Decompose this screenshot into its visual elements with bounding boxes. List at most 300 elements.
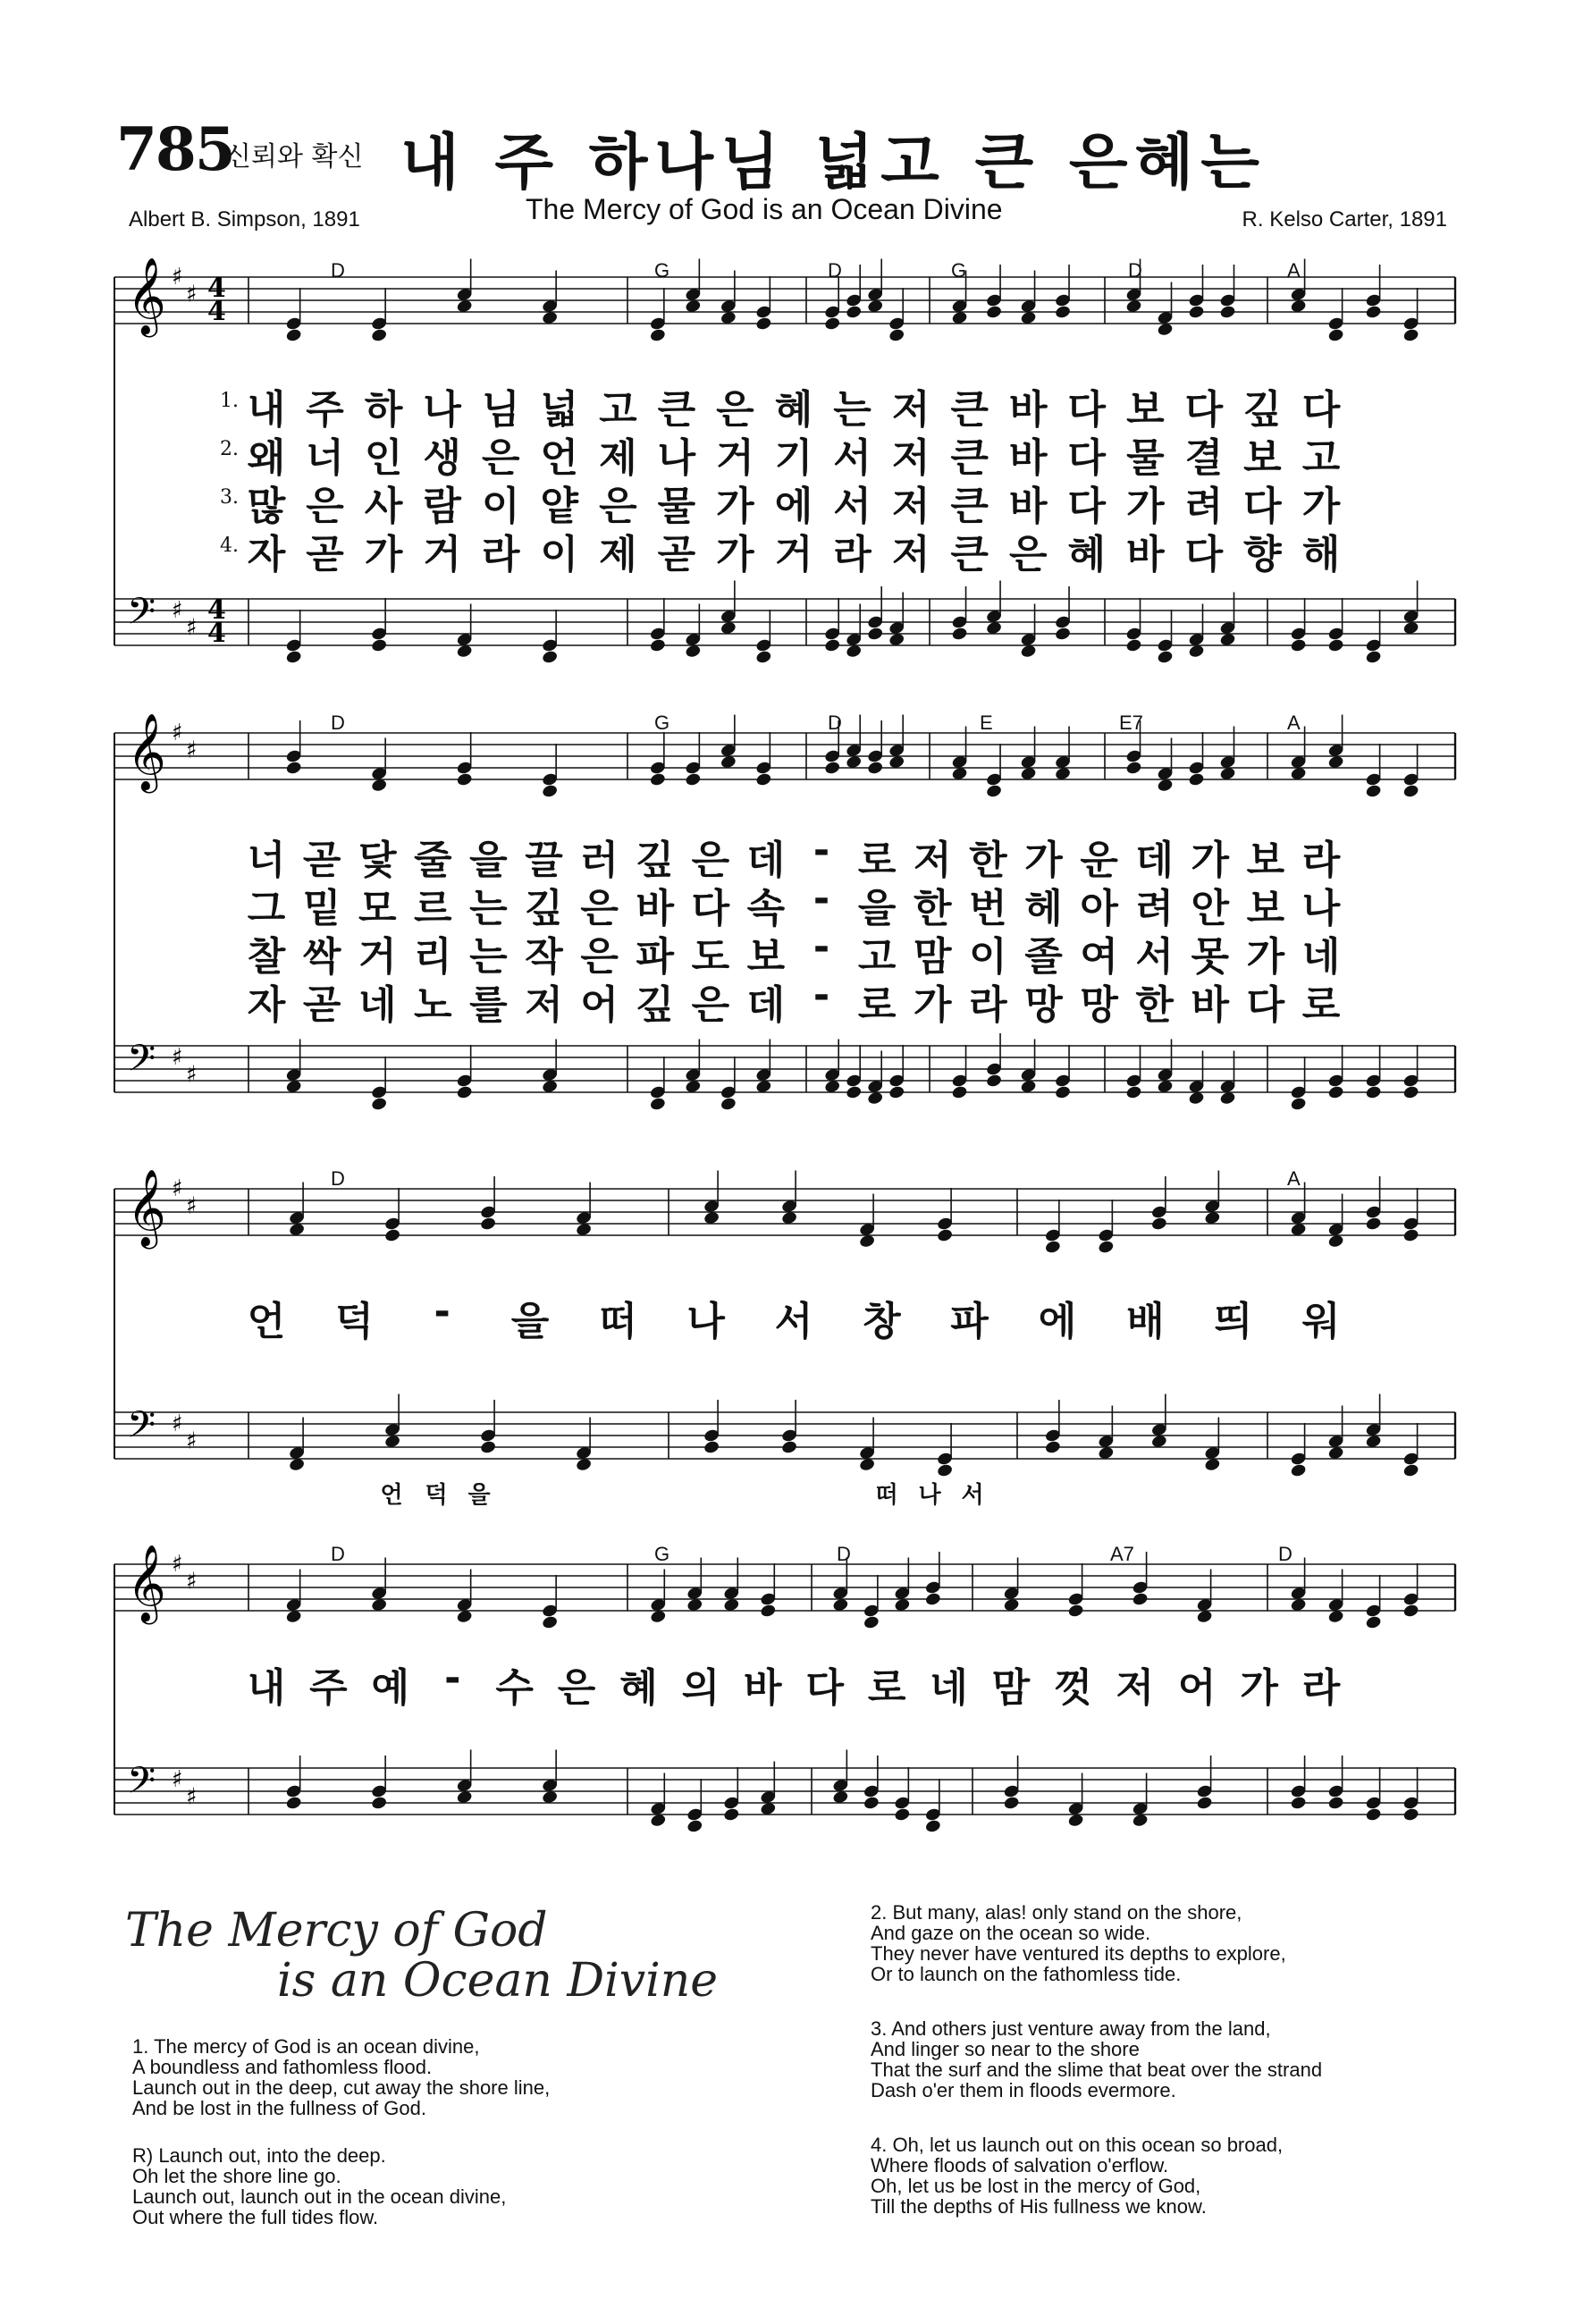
lyric-syllable: 이 <box>969 934 1007 980</box>
note-head <box>1132 1592 1149 1607</box>
lyric-syllable: 가 <box>913 982 952 1028</box>
note-head <box>1365 650 1382 665</box>
note-head <box>703 1440 720 1455</box>
note-head <box>985 784 1002 799</box>
treble-staff <box>114 713 1455 794</box>
lyric-syllable: 줄 <box>414 838 452 883</box>
lyric-syllable: - <box>813 876 830 922</box>
lyric-syllable: 워 <box>1301 1299 1341 1344</box>
lyric-syllable: 로 <box>857 838 897 883</box>
lyric-syllable: 가 <box>1246 934 1285 980</box>
bass-lyric-syllable: 떠 <box>875 1482 898 1509</box>
lyric-syllable: 도 <box>691 934 730 980</box>
note-head <box>384 1228 401 1243</box>
english-stanza-4 <box>871 2135 1283 2217</box>
note-head <box>951 1085 968 1100</box>
lyric-syllable: 인 <box>364 435 403 481</box>
lyric-syllable: 라 <box>1301 838 1341 883</box>
lyric-syllable: 가 <box>1024 838 1063 883</box>
lyric-syllable: 곧 <box>302 982 341 1028</box>
lyric-syllable: 곧 <box>306 532 344 577</box>
treble-staff <box>114 257 1455 338</box>
stanza-line: 1. The mercy of God is an ocean divine, <box>132 2035 480 2058</box>
lyric-syllable: 언 <box>247 1299 286 1344</box>
lyric-syllable: 노 <box>414 982 452 1028</box>
lyric-syllable: 은 <box>1008 532 1048 577</box>
lyric-syllable: 고 <box>1301 435 1341 481</box>
lyric-syllable: 맘 <box>913 934 952 980</box>
lyric-syllable: 큰 <box>950 484 989 529</box>
note-head <box>1365 305 1382 320</box>
lyric-syllable: 보 <box>1246 838 1285 883</box>
lyric-syllable: 큰 <box>950 387 989 433</box>
bass-clef-icon: 𝄢 <box>127 1037 156 1089</box>
lyric-syllable: 언 <box>540 435 579 481</box>
lyric-syllable: 거 <box>774 532 813 577</box>
bass-lyric-syllable: 서 <box>961 1482 984 1509</box>
stanza-line: They never have ventured its depths to explore, <box>871 1942 1286 1965</box>
sharp-icon: ♯ <box>172 1766 183 1793</box>
lyric-syllable: 다 <box>1067 387 1107 433</box>
chord-symbol: E <box>980 712 993 734</box>
note-head <box>894 1807 911 1823</box>
lyric-syllable: 다 <box>1301 387 1341 433</box>
note-head <box>1290 1097 1307 1112</box>
sharp-icon: ♯ <box>172 264 183 290</box>
lyric-syllable: 제 <box>599 435 637 481</box>
note-head <box>888 328 905 343</box>
lyric-syllable: 러 <box>580 838 619 883</box>
lyric-syllable: 깊 <box>636 838 674 883</box>
note-head <box>1098 1240 1115 1255</box>
lyric-syllable: 은 <box>557 1665 596 1711</box>
note-head <box>1188 305 1205 320</box>
stanza-line: 4. Oh, let us launch out on this ocean so broad, <box>871 2134 1284 2156</box>
note-head <box>1402 784 1419 799</box>
bass-lyric-syllable: 나 <box>918 1482 941 1509</box>
lyric-syllable: 여 <box>1080 934 1118 980</box>
lyric-syllable: 은 <box>580 934 619 980</box>
stanza-line: Oh, let us be lost in the mercy of God, <box>871 2175 1201 2197</box>
note-head <box>1402 1807 1419 1823</box>
note-head <box>1327 1796 1344 1811</box>
note-head <box>951 627 968 642</box>
lyric-syllable: 네 <box>1301 934 1341 980</box>
verse-number: 3. <box>220 486 239 509</box>
note-head <box>456 1085 473 1100</box>
lyric-syllable: - <box>813 924 830 970</box>
chord-symbol: E7 <box>1119 712 1143 734</box>
lyric-syllable: 운 <box>1080 838 1118 883</box>
lyric-syllable: 그 <box>247 886 286 931</box>
note-head <box>888 1085 905 1100</box>
lyric-syllable: 바 <box>1008 387 1048 433</box>
note-head <box>649 328 666 343</box>
lyric-syllable: 파 <box>636 934 674 980</box>
note-head <box>686 1819 703 1834</box>
lyric-syllable: 을 <box>857 886 897 931</box>
bass-lyric-syllable: 덕 <box>425 1482 448 1509</box>
lyric-syllable: 맘 <box>991 1665 1031 1711</box>
lyric-syllable: 큰 <box>657 387 696 433</box>
lyric-syllable: 못 <box>1191 934 1230 980</box>
sharp-icon: ♯ <box>186 281 198 308</box>
lyric-syllable: 리 <box>414 934 452 980</box>
note-head <box>985 305 1002 320</box>
note-head <box>649 1097 666 1112</box>
note-head <box>1219 305 1236 320</box>
lyric-syllable: 망 <box>1080 982 1118 1028</box>
lyric-syllable: 르 <box>414 886 452 931</box>
note-head <box>649 638 666 653</box>
note-head <box>1188 772 1205 787</box>
english-title-line-2: is an Ocean Divine <box>277 1954 719 2008</box>
lyric-syllable: 껏 <box>1054 1665 1092 1711</box>
lyric-syllable: 보 <box>1246 886 1285 931</box>
lyric-syllable: 한 <box>913 886 952 931</box>
english-refrain <box>132 2145 506 2227</box>
note-head <box>285 761 302 776</box>
lyric-syllable: 해 <box>1301 532 1341 577</box>
stanza-line: And be lost in the fullness of God. <box>132 2097 426 2119</box>
sharp-icon: ♯ <box>186 1427 198 1455</box>
verse-line-2 <box>114 876 1455 931</box>
lyric-syllable: 혜 <box>1067 532 1107 577</box>
lyric-syllable: 나 <box>657 435 696 481</box>
note-head <box>1044 1440 1061 1455</box>
lyric-syllable: 다 <box>1067 484 1107 529</box>
lyric-syllable: 제 <box>599 532 637 577</box>
lyric-syllable: 나 <box>686 1299 725 1344</box>
lyric-syllable: 저 <box>913 838 952 883</box>
lyric-syllable: 저 <box>525 982 563 1028</box>
lyric-syllable: 바 <box>1008 484 1048 529</box>
stanza-line: That the surf and the slime that beat over the strand <box>871 2059 1323 2081</box>
english-stanza-2 <box>871 1902 1286 1984</box>
lyric-syllable: 다 <box>805 1665 844 1711</box>
time-signature: 4 <box>207 273 226 304</box>
stanza-line: Where floods of salvation o'erflow. <box>871 2154 1169 2177</box>
stanza-line: Dash o'er them in floods evermore. <box>871 2079 1176 2101</box>
lyric-syllable: 네 <box>930 1665 968 1711</box>
lyric-syllable: 서 <box>833 484 871 529</box>
sharp-icon: ♯ <box>172 720 183 746</box>
note-head <box>824 761 841 776</box>
lyric-syllable: 이 <box>481 484 520 529</box>
lyric-syllable: 는 <box>469 934 508 980</box>
note-head <box>542 1615 559 1630</box>
hymn-title-korean: 내 주 하나님 넓고 큰 은혜는 <box>400 128 1267 198</box>
note-head <box>1402 1228 1419 1243</box>
lyric-syllable: 람 <box>423 484 461 529</box>
stanza-line: Till the depths of His fullness we know. <box>871 2195 1207 2218</box>
verse-line-4 <box>114 522 1455 577</box>
note-head <box>985 1074 1002 1089</box>
lyric-syllable: 깊 <box>1243 387 1282 433</box>
lyric-syllable: 이 <box>540 532 579 577</box>
note-head <box>371 1796 388 1811</box>
lyric-syllable: 나 <box>1301 886 1341 931</box>
lyric-syllable: 헤 <box>1024 886 1063 931</box>
bass-lyric-syllable: 을 <box>467 1482 491 1509</box>
note-head <box>1125 761 1142 776</box>
lyric-syllable: 고 <box>857 934 897 980</box>
lyric-syllable: 은 <box>306 484 344 529</box>
chord-symbol: D <box>828 712 842 734</box>
lyric-syllable: 로 <box>1301 982 1341 1028</box>
music-system-2 <box>114 706 1455 1135</box>
lyric-syllable: 데 <box>746 982 786 1028</box>
lyric-syllable: 다 <box>1184 387 1224 433</box>
lyric-syllable: 보 <box>746 934 786 980</box>
lyric-syllable: 저 <box>1116 1665 1155 1711</box>
note-head <box>1365 1807 1382 1823</box>
sharp-icon: ♯ <box>172 597 183 624</box>
lyric-syllable: 라 <box>481 532 520 577</box>
lyric-syllable: 는 <box>469 886 508 931</box>
note-head <box>937 1463 954 1478</box>
lyric-syllable: 찰 <box>247 934 286 980</box>
lyric-syllable: 가 <box>1126 484 1165 529</box>
lyric-syllable: 거 <box>716 435 754 481</box>
sharp-icon: ♯ <box>172 1410 183 1437</box>
note-head <box>685 772 702 787</box>
note-head <box>371 1097 388 1112</box>
stanza-line: Out where the full tides flow. <box>132 2206 379 2228</box>
chord-symbol: D <box>331 712 345 734</box>
lyric-syllable: 안 <box>1191 886 1230 931</box>
lyric-syllable: 많 <box>247 484 286 529</box>
lyric-syllable: 저 <box>891 484 930 529</box>
chord-symbol: D <box>331 259 345 282</box>
lyric-syllable: 서 <box>833 435 871 481</box>
treble-clef-icon: 𝄞 <box>127 1169 166 1246</box>
lyric-syllable: 가 <box>716 484 754 529</box>
note-head <box>1365 784 1382 799</box>
sharp-icon: ♯ <box>186 1568 198 1596</box>
lyric-syllable: 어 <box>1177 1665 1217 1711</box>
note-head <box>863 1796 880 1811</box>
note-head <box>867 627 884 642</box>
sharp-icon: ♯ <box>172 1175 183 1202</box>
note-head <box>1067 1604 1084 1619</box>
lyric-syllable: 바 <box>1126 532 1165 577</box>
lyric-syllable: 큰 <box>950 532 989 577</box>
lyric-syllable: 바 <box>744 1665 782 1711</box>
lyric-syllable: 내 <box>247 387 286 433</box>
bass-clef-icon: 𝄢 <box>127 590 156 642</box>
english-stanza-3 <box>871 2018 1322 2101</box>
lyric-syllable: 주 <box>309 1665 348 1711</box>
lyric-syllable: 곧 <box>657 532 696 577</box>
stanza-line: Oh let the shore line go. <box>132 2165 341 2187</box>
verse-line-1 <box>114 1289 1455 1344</box>
lyric-syllable: 아 <box>1080 886 1118 931</box>
lyric-syllable: 은 <box>691 838 730 883</box>
sharp-icon: ♯ <box>186 614 198 642</box>
lyric-syllable: 바 <box>1008 435 1048 481</box>
lyric-syllable: 가 <box>716 532 754 577</box>
note-head <box>285 328 302 343</box>
chord-symbol: A <box>1287 1167 1301 1190</box>
lyric-syllable: 밑 <box>302 886 341 931</box>
lyric-syllable: 졸 <box>1024 934 1063 980</box>
lyric-syllable: 을 <box>510 1299 550 1344</box>
lyric-syllable: 배 <box>1126 1299 1165 1344</box>
verse-line-3 <box>114 474 1455 529</box>
sharp-icon: ♯ <box>172 1044 183 1071</box>
lyricist-credit: Albert B. Simpson, 1891 <box>129 207 360 232</box>
bass-staff <box>114 590 1455 645</box>
lyric-syllable: - <box>434 1289 450 1335</box>
lyric-syllable: 넓 <box>540 387 579 433</box>
lyric-syllable: 얕 <box>540 484 579 529</box>
note-head <box>480 1440 497 1455</box>
lyric-syllable: 혜 <box>619 1665 658 1711</box>
note-head <box>371 328 388 343</box>
music-system-4 <box>114 1537 1455 1877</box>
chord-symbol: A <box>1287 259 1301 282</box>
lyric-syllable: 보 <box>1126 387 1165 433</box>
lyric-syllable: 바 <box>1191 982 1230 1028</box>
lyric-syllable: 깊 <box>636 982 674 1028</box>
lyric-syllable: 끌 <box>525 838 563 883</box>
note-head <box>824 316 841 332</box>
note-head <box>1290 1796 1307 1811</box>
lyric-syllable: - <box>813 973 830 1018</box>
lyric-syllable: 혜 <box>774 387 813 433</box>
note-head <box>1044 1240 1061 1255</box>
lyric-syllable: 가 <box>1240 1665 1278 1711</box>
lyric-syllable: 거 <box>423 532 461 577</box>
chord-symbol: D <box>828 259 842 282</box>
note-head <box>755 650 772 665</box>
note-head <box>1402 1085 1419 1100</box>
sharp-icon: ♯ <box>172 1551 183 1578</box>
lyric-syllable: 너 <box>247 838 286 883</box>
lyric-syllable: 모 <box>358 886 397 931</box>
chord-symbol: G <box>654 712 670 734</box>
bass-clef-icon: 𝄢 <box>127 1403 156 1455</box>
under-bass-lyrics <box>114 1477 1455 1525</box>
note-head <box>649 772 666 787</box>
note-head <box>720 1097 737 1112</box>
note-head <box>542 650 559 665</box>
stanza-line: 2. But many, alas! only stand on the shore, <box>871 1901 1242 1924</box>
lyric-syllable: 저 <box>891 435 930 481</box>
lyric-syllable: 은 <box>580 886 619 931</box>
lyric-syllable: 나 <box>423 387 461 433</box>
lyric-syllable: 가 <box>364 532 403 577</box>
lyric-syllable: 물 <box>1126 435 1165 481</box>
chord-symbol: G <box>654 259 670 282</box>
lyric-syllable: 창 <box>863 1299 901 1344</box>
chord-symbol: A <box>1287 712 1301 734</box>
lyric-syllable: 작 <box>525 934 563 980</box>
lyric-syllable: 자 <box>247 982 286 1028</box>
lyric-syllable: 다 <box>1243 484 1282 529</box>
lyric-syllable: 닻 <box>358 838 397 883</box>
lyric-syllable: 주 <box>306 387 344 433</box>
chord-symbol: D <box>837 1543 851 1565</box>
note-head <box>480 1217 497 1232</box>
lyric-syllable: 보 <box>1243 435 1282 481</box>
verse-line-1 <box>114 377 1455 433</box>
verse-number: 1. <box>220 390 239 412</box>
note-head <box>1003 1796 1020 1811</box>
lyric-syllable: 파 <box>950 1299 989 1344</box>
lyric-syllable: 망 <box>1024 982 1063 1028</box>
note-head <box>863 1615 880 1630</box>
lyric-syllable: 거 <box>358 934 397 980</box>
lyric-syllable: 속 <box>746 886 786 931</box>
lyric-syllable: 덕 <box>335 1299 374 1344</box>
treble-clef-icon: 𝄞 <box>127 1545 166 1621</box>
lyric-syllable: 데 <box>746 838 786 883</box>
note-head <box>1290 1463 1307 1478</box>
treble-clef-icon: 𝄞 <box>127 713 166 790</box>
note-head <box>760 1604 777 1619</box>
note-head <box>1125 638 1142 653</box>
chord-symbol: D <box>331 1167 345 1190</box>
lyric-syllable: 에 <box>1038 1299 1077 1344</box>
lyric-syllable: 수 <box>495 1665 534 1711</box>
lyric-syllable: 저 <box>891 387 930 433</box>
lyric-syllable: 자 <box>247 532 286 577</box>
note-head <box>846 305 863 320</box>
stanza-line: R) Launch out, into the deep. <box>132 2144 386 2167</box>
lyric-syllable: 에 <box>774 484 813 529</box>
lyric-syllable: 라 <box>833 532 871 577</box>
hymn-title-english: The Mercy of God is an Ocean Divine <box>526 193 1003 225</box>
note-head <box>1150 1217 1167 1232</box>
lyric-syllable: 내 <box>247 1665 286 1711</box>
bass-clef-icon: 𝄢 <box>127 1759 156 1811</box>
time-signature: 4 <box>207 618 226 649</box>
lyric-syllable: 은 <box>691 982 730 1028</box>
lyric-syllable: 다 <box>1067 435 1107 481</box>
chord-symbol: D <box>1128 259 1142 282</box>
note-head <box>924 1819 941 1834</box>
lyric-syllable: 려 <box>1184 484 1224 529</box>
note-head <box>723 1807 740 1823</box>
note-head <box>1125 1085 1142 1100</box>
lyric-syllable: 바 <box>636 886 674 931</box>
lyric-syllable: 큰 <box>950 435 989 481</box>
chord-symbol: D <box>331 1543 345 1565</box>
lyric-syllable: 물 <box>657 484 696 529</box>
note-head <box>755 772 772 787</box>
lyric-syllable: 가 <box>1191 838 1230 883</box>
treble-clef-icon: 𝄞 <box>127 257 166 334</box>
lyric-syllable: 가 <box>1301 484 1341 529</box>
verse-line-1 <box>114 1655 1455 1711</box>
verse-line-2 <box>114 425 1455 481</box>
lyric-syllable: 고 <box>599 387 637 433</box>
lyric-syllable: 왜 <box>247 435 286 481</box>
lyric-syllable: 려 <box>1135 886 1174 931</box>
lyric-syllable: 곧 <box>302 838 341 883</box>
stanza-line: Launch out, launch out in the ocean divine, <box>132 2185 507 2208</box>
stanza-line: 3. And others just venture away from the land, <box>871 2017 1271 2040</box>
sharp-icon: ♯ <box>186 1783 198 1811</box>
hymn-number: 785 <box>116 114 234 184</box>
lyric-syllable: 한 <box>1135 982 1174 1028</box>
note-head <box>781 1440 798 1455</box>
note-head <box>1365 1085 1382 1100</box>
note-head <box>285 650 302 665</box>
lyric-syllable: 사 <box>364 484 403 529</box>
